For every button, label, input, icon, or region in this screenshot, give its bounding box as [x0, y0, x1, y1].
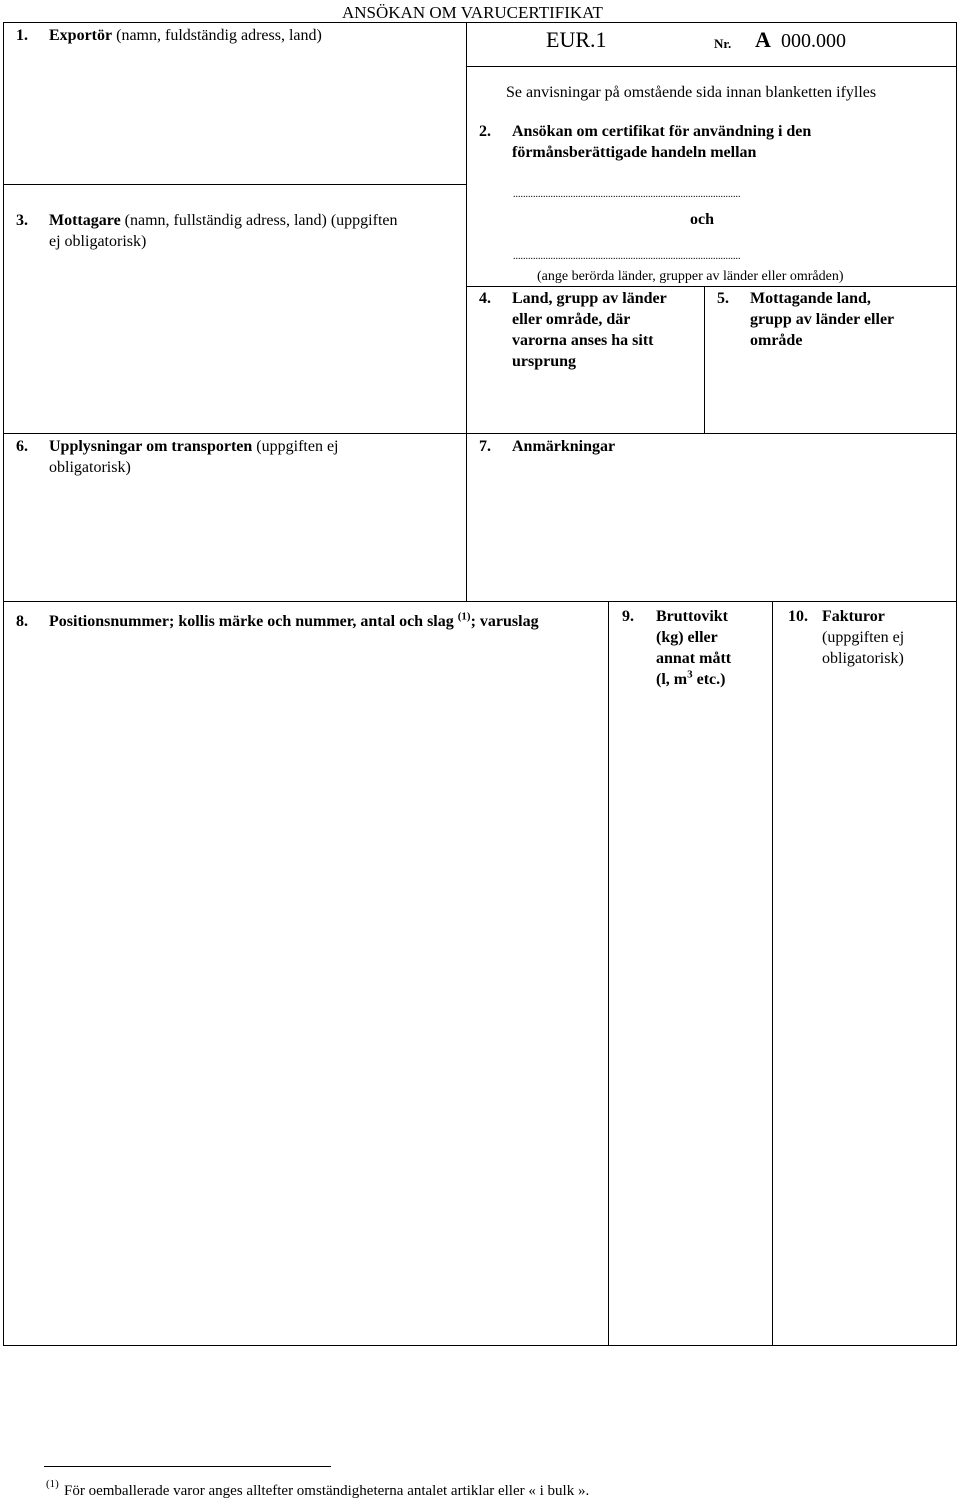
- box4-num: 4.: [479, 290, 491, 307]
- box6-num: 6.: [16, 438, 28, 455]
- footnote-text: För oemballerade varor anges alltefter omständigheterna antalet artiklar eller « i bulk ».: [64, 1483, 590, 1499]
- box2-num: 2.: [479, 123, 491, 140]
- box5-line3: område: [750, 332, 803, 349]
- nr-label: Nr.: [714, 36, 732, 51]
- box9-line2: (kg) eller: [656, 629, 718, 646]
- box3-label: [49, 210, 398, 231]
- box8-label-b: ; varuslag: [470, 613, 539, 630]
- border-bottom: [3, 1345, 957, 1346]
- box10-line3: obligatorisk): [822, 650, 904, 667]
- box10-invoices[interactable]: [773, 602, 956, 1345]
- serial-number: 000.000: [781, 30, 846, 52]
- box7-remarks[interactable]: [467, 434, 956, 601]
- box10-line1: Fakturor: [822, 608, 885, 625]
- border-right: [956, 22, 957, 1346]
- box10-line2: (uppgiften ej: [822, 629, 905, 646]
- box4-line4: ursprung: [512, 353, 577, 370]
- box7-label: Anmärkningar: [512, 438, 616, 455]
- box6-line2: obligatorisk): [49, 459, 131, 476]
- box8-label: [49, 611, 539, 632]
- box1-label-rest: (namn, fuldständig adress, land): [116, 27, 322, 44]
- box1-exporter[interactable]: [4, 23, 466, 184]
- box2-line1: Ansökan om certifikat för användning i den: [512, 123, 812, 140]
- serial-letter: A: [755, 27, 771, 52]
- cert-code: EUR.1: [546, 27, 607, 52]
- footnote-marker: (1): [46, 1478, 59, 1490]
- box8-label-a: Positionsnummer; kollis märke och nummer, antal och slag: [49, 613, 454, 630]
- box4-line2: eller område, där: [512, 311, 631, 328]
- box1-label: [49, 25, 322, 46]
- box6-label-rest: (uppgiften ej: [256, 438, 339, 455]
- box9-line3: annat mått: [656, 650, 732, 667]
- box3-label-bold: Mottagare: [49, 212, 121, 229]
- box2-dots-first[interactable]: ...........................................................................................: [513, 189, 741, 200]
- box9-num: 9.: [622, 608, 634, 625]
- box9-line1: Bruttovikt: [656, 608, 728, 625]
- instruction-text: Se anvisningar på omstående sida innan blanketten ifylles: [506, 84, 877, 101]
- box2-dots-second[interactable]: ...........................................................................................: [513, 251, 741, 262]
- box8-sup: (1): [457, 610, 471, 623]
- box9-line4a: (l, m: [656, 671, 688, 688]
- box9-line4: [656, 669, 725, 690]
- box5-line2: grupp av länder eller: [750, 311, 895, 328]
- box2-och: och: [690, 211, 714, 228]
- box4-line3: varorna anses ha sitt: [512, 332, 654, 349]
- box5-line1: Mottagande land,: [750, 290, 871, 307]
- hline-box1-right: [466, 66, 957, 67]
- box4-line1: Land, grupp av länder: [512, 290, 667, 307]
- form-title: ANSÖKAN OM VARUCERTIFIKAT: [342, 3, 603, 22]
- box3-label-rest: (namn, fullständig adress, land) (uppgiften: [124, 212, 398, 229]
- box5-num: 5.: [717, 290, 729, 307]
- box9-line4b: etc.): [692, 671, 726, 688]
- box1-num: 1.: [16, 27, 28, 44]
- box10-num: 10.: [788, 608, 808, 625]
- box6-label: [49, 436, 339, 457]
- box2-line2: förmånsberättigade handeln mellan: [512, 144, 757, 161]
- box3-num: 3.: [16, 212, 28, 229]
- box6-label-bold: Upplysningar om transporten: [49, 438, 253, 455]
- box3-line2: ej obligatorisk): [49, 233, 147, 250]
- box8-num: 8.: [16, 613, 28, 630]
- footnote-rule: [44, 1466, 331, 1467]
- box9-gross-weight[interactable]: [609, 602, 772, 1345]
- box8-goods-description[interactable]: [4, 602, 608, 1345]
- box7-num: 7.: [479, 438, 491, 455]
- box9-line4-sup: 3: [687, 668, 693, 681]
- box1-label-bold: Exportör: [49, 27, 113, 44]
- box2-hint: (ange berörda länder, grupper av länder eller områden): [537, 269, 844, 284]
